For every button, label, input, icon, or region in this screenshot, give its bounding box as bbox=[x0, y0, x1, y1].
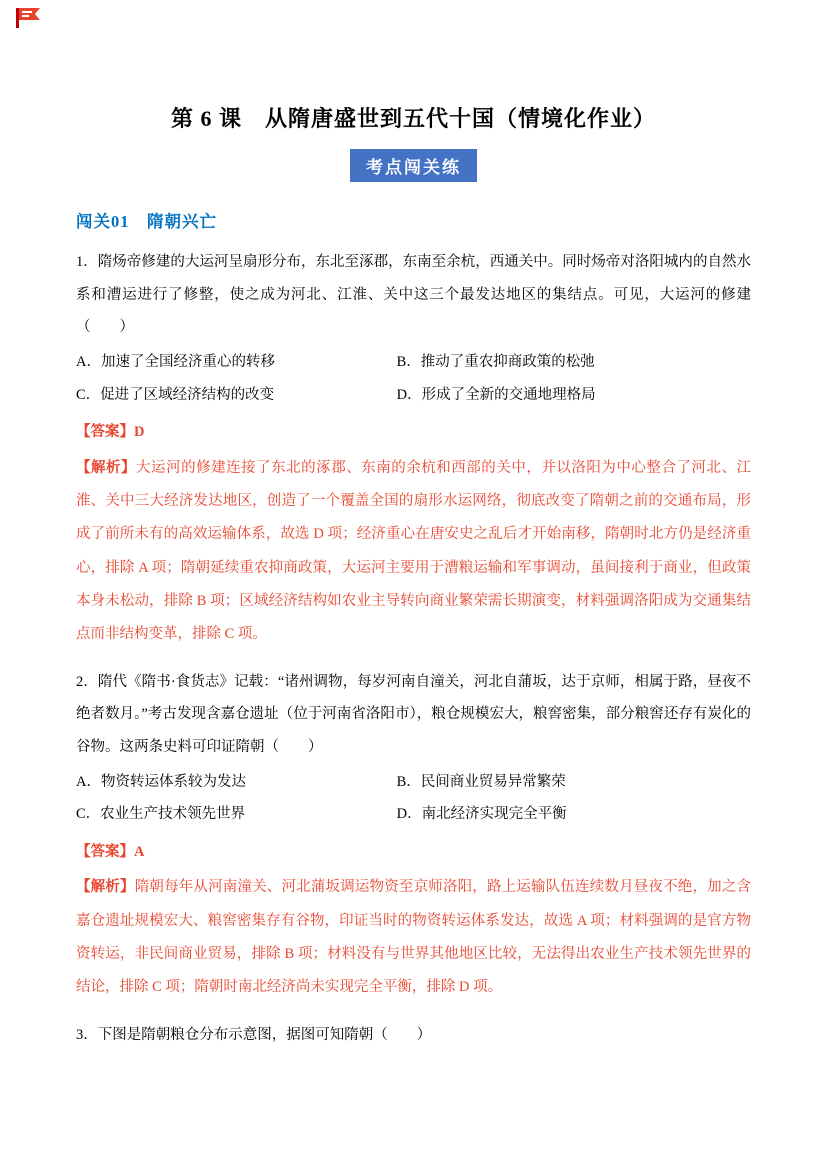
question-3-stem: 3．下图是隋朝粮仓分布示意图，据图可知隋朝（ ） bbox=[76, 1026, 432, 1043]
answer-value: D bbox=[134, 424, 145, 441]
answer-value: A bbox=[134, 843, 145, 860]
question-1-option-d: D．形成了全新的交通地理格局 bbox=[396, 386, 596, 403]
question-1-answer bbox=[76, 417, 751, 447]
exam-practice-badge: 考点闯关练 bbox=[350, 149, 477, 182]
question-block-1 bbox=[76, 246, 751, 652]
question-1-option-a: A．加速了全国经济重心的转移 bbox=[76, 353, 275, 370]
question-1-stem: 1．隋炀帝修建的大运河呈扇形分布，东北至涿郡，东南至余杭，西通关中。同时炀帝对洛阳城内的自然水系和漕运进行了修整，使之成为河北、江淮、关中这三个最发达地区的集结点。可见，大运河的修建（ ） bbox=[76, 254, 751, 336]
question-2-option-d: D．南北经济实现完全平衡 bbox=[396, 806, 567, 823]
question-1-analysis bbox=[76, 452, 751, 652]
analysis-text: 隋朝每年从河南潼关、河北蒲坂调运物资至京师洛阳，路上运输队伍连续数月昼夜不绝，加之含嘉仓遗址规模宏大、粮窖密集存有谷物，印证当时的物资转运体系发达，故选 A 项；材料强调的是官方物资转运，非民间商业贸易，排除 B 项；材料没有与世界其他地区比较，无法得出农业生产技术领先世界的结论，排除 C 项；隋朝时南北经济尚未实现完全平衡，排除 D 项。 bbox=[76, 879, 752, 996]
page-title: 第 6 课 从隋唐盛世到五代十国（情境化作业） bbox=[170, 106, 656, 131]
section-heading-level01: 闯关01 隋朝兴亡 bbox=[76, 212, 217, 231]
question-2-option-a: A．物资转运体系较为发达 bbox=[76, 773, 246, 790]
analysis-label: 【解析】 bbox=[76, 459, 137, 476]
answer-label: 【答案】 bbox=[76, 843, 134, 860]
analysis-text: 大运河的修建连接了东北的涿郡、东南的余杭和西部的关中，并以洛阳为中心整合了河北、江淮、关中三大经济发达地区，创造了一个覆盖全国的扇形水运网络，彻底改变了隋朝之前的交通布局，形成了前所未有的高效运输体系，故选 D 项；经济重心在唐安史之乱后才开始南移，隋朝时北方仍是经济重心，排除 A 项；隋朝延续重农抑商政策，大运河主要用于漕粮运输和军事调动，虽间接利于商业，但政策本身未松动，排除 B 项；区域经济结构如农业主导转向商业繁荣需长期演变，材料强调洛阳成为交通集结点而非结构变革，排除 C 项。 bbox=[76, 459, 751, 643]
question-1-option-c: C．促进了区域经济结构的改变 bbox=[76, 386, 275, 403]
question-2-answer bbox=[76, 837, 751, 867]
question-2-option-b: B．民间商业贸易异常繁荣 bbox=[396, 773, 566, 790]
analysis-label: 【解析】 bbox=[76, 879, 135, 896]
flag-logo-icon bbox=[14, 6, 42, 30]
answer-label: 【答案】 bbox=[76, 424, 134, 441]
question-2-options bbox=[76, 766, 751, 831]
question-2-option-c: C．农业生产技术领先世界 bbox=[76, 806, 246, 823]
badge-row bbox=[76, 149, 751, 182]
question-2-stem: 2．隋代《隋书·食货志》记载：“诸州调物，每岁河南自潼关，河北自蒲坂，达于京师，相属于路，昼夜不绝者数月。”考古发现含嘉仓遗址（位于河南省洛阳市），粮仓规模宏大，粮窖密集，部分粮窖还存有炭化的谷物。这两条史料可印证隋朝（ ） bbox=[76, 673, 751, 755]
question-2-analysis bbox=[76, 871, 751, 1004]
question-1-options bbox=[76, 346, 751, 411]
question-block-3 bbox=[76, 1019, 751, 1052]
question-block-2 bbox=[76, 666, 751, 1005]
question-1-option-b: B．推动了重农抑商政策的松弛 bbox=[396, 353, 595, 370]
